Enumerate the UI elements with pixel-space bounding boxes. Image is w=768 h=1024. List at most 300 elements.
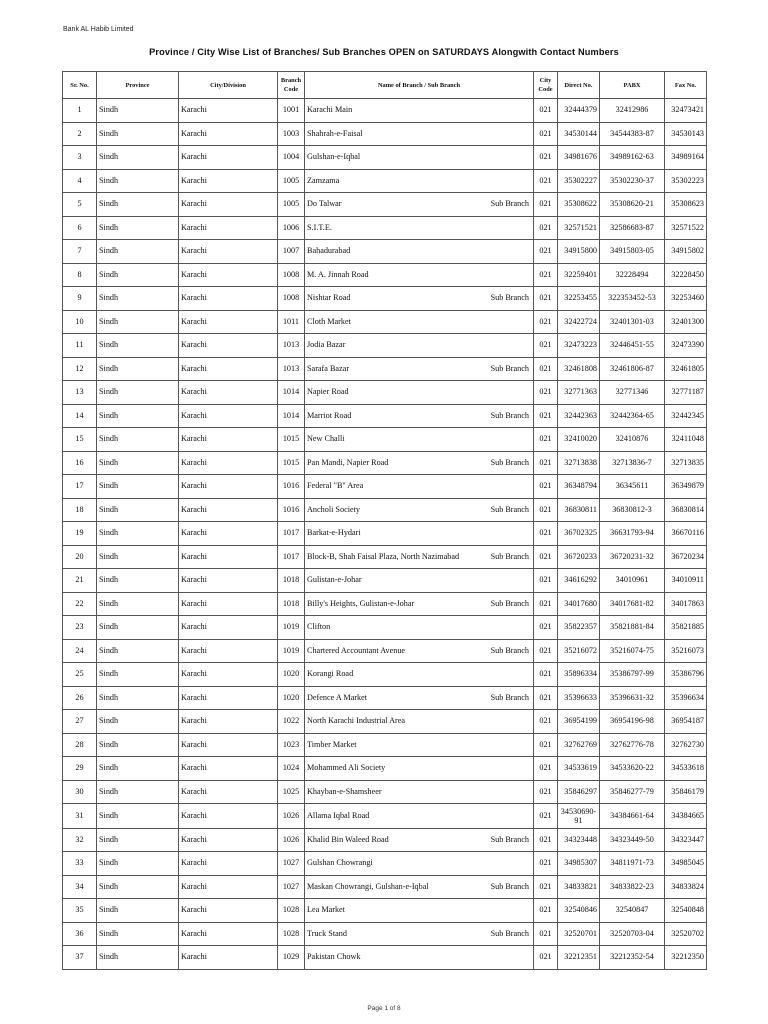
cell-fax-no: 36830814	[665, 498, 707, 522]
cell-fax-no: 32411048	[665, 428, 707, 452]
cell-fax-no: 36720234	[665, 545, 707, 569]
cell-pabx: 34544383-87	[600, 122, 665, 146]
cell-direct-no: 32473223	[558, 334, 600, 358]
cell-pabx: 34384661-64	[600, 804, 665, 829]
cell-fax-no: 32540848	[665, 899, 707, 923]
cell-branch-code: 1020	[278, 663, 305, 687]
cell-sr: 33	[63, 852, 97, 876]
cell-branch-name	[305, 922, 534, 946]
branch-name-text: Lea Market	[307, 905, 345, 915]
cell-branch-name	[305, 334, 534, 358]
cell-pabx: 35302230-37	[600, 169, 665, 193]
cell-city: Karachi	[179, 545, 278, 569]
cell-direct-no: 32259401	[558, 263, 600, 287]
branch-name-text: Mohammed Ali Society	[307, 763, 386, 773]
cell-fax-no: 32461805	[665, 357, 707, 381]
cell-fax-no: 35308623	[665, 193, 707, 217]
cell-province: Sindh	[97, 146, 179, 170]
cell-city-code: 021	[534, 451, 558, 475]
cell-sr: 7	[63, 240, 97, 264]
cell-sr: 6	[63, 216, 97, 240]
cell-city: Karachi	[179, 334, 278, 358]
cell-province: Sindh	[97, 522, 179, 546]
page-number: Page 1 of 8	[367, 1005, 401, 1012]
cell-sr: 8	[63, 263, 97, 287]
cell-city-code: 021	[534, 357, 558, 381]
cell-city-code: 021	[534, 475, 558, 499]
cell-sr: 10	[63, 310, 97, 334]
cell-pabx: 32771346	[600, 381, 665, 405]
cell-province: Sindh	[97, 804, 179, 829]
cell-pabx: 36345611	[600, 475, 665, 499]
cell-fax-no: 32771187	[665, 381, 707, 405]
cell-pabx: 36720231-32	[600, 545, 665, 569]
cell-province: Sindh	[97, 780, 179, 804]
cell-province: Sindh	[97, 899, 179, 923]
cell-branch-name	[305, 592, 534, 616]
cell-sr: 29	[63, 757, 97, 781]
cell-direct-no: 35302227	[558, 169, 600, 193]
cell-pabx: 36631793-94	[600, 522, 665, 546]
column-header-pabx: PABX	[600, 72, 665, 99]
cell-sr: 37	[63, 946, 97, 970]
cell-pabx: 32228494	[600, 263, 665, 287]
cell-fax-no: 34384665	[665, 804, 707, 829]
cell-pabx: 32540847	[600, 899, 665, 923]
cell-city-code: 021	[534, 639, 558, 663]
cell-fax-no: 35821885	[665, 616, 707, 640]
cell-province: Sindh	[97, 193, 179, 217]
sub-branch-label: Sub Branch	[490, 598, 529, 608]
cell-province: Sindh	[97, 263, 179, 287]
cell-city-code: 021	[534, 922, 558, 946]
cell-city: Karachi	[179, 899, 278, 923]
cell-fax-no: 35386796	[665, 663, 707, 687]
branch-name-text: Jodia Bazar	[307, 340, 346, 350]
cell-city: Karachi	[179, 428, 278, 452]
cell-pabx: 35396631-32	[600, 686, 665, 710]
column-header-province: Province	[97, 72, 179, 99]
cell-sr: 28	[63, 733, 97, 757]
cell-direct-no: 35216072	[558, 639, 600, 663]
cell-branch-name	[305, 240, 534, 264]
cell-fax-no: 34017863	[665, 592, 707, 616]
cell-fax-no: 32762730	[665, 733, 707, 757]
branch-name-text: Do Talwar	[307, 199, 342, 209]
cell-city-code: 021	[534, 757, 558, 781]
branch-name-text: Pakistan Chowk	[307, 952, 361, 962]
cell-fax-no: 34915802	[665, 240, 707, 264]
cell-sr: 22	[63, 592, 97, 616]
cell-city-code: 021	[534, 193, 558, 217]
cell-direct-no: 32771363	[558, 381, 600, 405]
table-row	[63, 451, 707, 475]
table-row	[63, 287, 707, 311]
table-row	[63, 852, 707, 876]
cell-city: Karachi	[179, 852, 278, 876]
cell-city: Karachi	[179, 922, 278, 946]
branch-name-text: M. A. Jinnah Road	[307, 269, 369, 279]
cell-direct-no: 32444379	[558, 99, 600, 123]
cell-fax-no: 34985045	[665, 852, 707, 876]
cell-fax-no: 32473421	[665, 99, 707, 123]
cell-pabx: 35386797-99	[600, 663, 665, 687]
cell-fax-no: 32713835	[665, 451, 707, 475]
cell-city-code: 021	[534, 710, 558, 734]
column-header-name: Name of Branch / Sub Branch	[305, 72, 534, 99]
cell-city: Karachi	[179, 169, 278, 193]
cell-city-code: 021	[534, 428, 558, 452]
cell-fax-no: 36954187	[665, 710, 707, 734]
cell-province: Sindh	[97, 99, 179, 123]
cell-branch-name	[305, 545, 534, 569]
cell-city: Karachi	[179, 733, 278, 757]
cell-sr: 34	[63, 875, 97, 899]
cell-direct-no: 34616292	[558, 569, 600, 593]
cell-direct-no: 34530144	[558, 122, 600, 146]
cell-direct-no: 32422724	[558, 310, 600, 334]
cell-branch-name	[305, 946, 534, 970]
cell-pabx: 34915803-05	[600, 240, 665, 264]
cell-branch-name	[305, 169, 534, 193]
branch-name-text: Federal "B" Area	[307, 481, 364, 491]
cell-pabx: 35216074-75	[600, 639, 665, 663]
cell-city-code: 021	[534, 569, 558, 593]
cell-city-code: 021	[534, 899, 558, 923]
cell-sr: 3	[63, 146, 97, 170]
cell-direct-no: 32410020	[558, 428, 600, 452]
table-row	[63, 216, 707, 240]
cell-sr: 27	[63, 710, 97, 734]
cell-branch-code: 1008	[278, 287, 305, 311]
cell-branch-name	[305, 686, 534, 710]
cell-direct-no: 34533619	[558, 757, 600, 781]
cell-pabx: 34811971-73	[600, 852, 665, 876]
cell-direct-no: 32571521	[558, 216, 600, 240]
cell-sr: 15	[63, 428, 97, 452]
cell-city: Karachi	[179, 310, 278, 334]
cell-city-code: 021	[534, 404, 558, 428]
branch-name-text: Maskan Chowrangi, Gulshan-e-Iqbal	[307, 881, 429, 891]
branch-name-text: Chartered Accountant Avenue	[307, 645, 406, 655]
cell-branch-code: 1013	[278, 334, 305, 358]
cell-sr: 36	[63, 922, 97, 946]
cell-city-code: 021	[534, 334, 558, 358]
table-row	[63, 357, 707, 381]
cell-pabx: 322353452-53	[600, 287, 665, 311]
cell-pabx: 32412986	[600, 99, 665, 123]
table-row	[63, 310, 707, 334]
cell-city: Karachi	[179, 946, 278, 970]
column-header-city: City/Division	[179, 72, 278, 99]
cell-branch-name	[305, 899, 534, 923]
table-row	[63, 875, 707, 899]
cell-city-code: 021	[534, 240, 558, 264]
cell-branch-code: 1025	[278, 780, 305, 804]
cell-fax-no: 34833824	[665, 875, 707, 899]
cell-province: Sindh	[97, 828, 179, 852]
cell-province: Sindh	[97, 428, 179, 452]
cell-sr: 23	[63, 616, 97, 640]
cell-city-code: 021	[534, 310, 558, 334]
organization-name: Bank AL Habib Limited	[63, 26, 134, 33]
table-row	[63, 733, 707, 757]
branch-name-text: Napier Road	[307, 387, 349, 397]
cell-direct-no: 35308622	[558, 193, 600, 217]
sub-branch-label: Sub Branch	[490, 692, 529, 702]
cell-branch-name	[305, 451, 534, 475]
cell-direct-no: 34915800	[558, 240, 600, 264]
cell-sr: 11	[63, 334, 97, 358]
cell-province: Sindh	[97, 686, 179, 710]
cell-city: Karachi	[179, 498, 278, 522]
cell-city-code: 021	[534, 616, 558, 640]
table-row	[63, 780, 707, 804]
cell-pabx: 36954196-98	[600, 710, 665, 734]
cell-fax-no: 32228450	[665, 263, 707, 287]
cell-city: Karachi	[179, 381, 278, 405]
cell-province: Sindh	[97, 404, 179, 428]
cell-direct-no: 36348794	[558, 475, 600, 499]
branch-name-text: North Karachi Industrial Area	[307, 716, 405, 726]
branches-table	[62, 71, 707, 970]
cell-city: Karachi	[179, 357, 278, 381]
cell-pabx: 35308620-21	[600, 193, 665, 217]
cell-city: Karachi	[179, 240, 278, 264]
branch-name-text: Timber Market	[307, 739, 357, 749]
cell-fax-no: 34533618	[665, 757, 707, 781]
cell-branch-code: 1027	[278, 875, 305, 899]
cell-city: Karachi	[179, 710, 278, 734]
cell-sr: 12	[63, 357, 97, 381]
cell-branch-code: 1014	[278, 381, 305, 405]
cell-pabx: 32713836-7	[600, 451, 665, 475]
cell-pabx: 34533620-22	[600, 757, 665, 781]
cell-fax-no: 34530143	[665, 122, 707, 146]
cell-pabx: 32442364-65	[600, 404, 665, 428]
cell-branch-code: 1005	[278, 193, 305, 217]
cell-sr: 35	[63, 899, 97, 923]
cell-city: Karachi	[179, 616, 278, 640]
cell-sr: 32	[63, 828, 97, 852]
cell-branch-name	[305, 404, 534, 428]
table-row	[63, 804, 707, 829]
cell-province: Sindh	[97, 122, 179, 146]
cell-direct-no: 35846297	[558, 780, 600, 804]
branch-name-text: Sarafa Bazar	[307, 363, 350, 373]
cell-branch-code: 1026	[278, 804, 305, 829]
cell-branch-code: 1018	[278, 569, 305, 593]
column-header-fax: Fax No.	[665, 72, 707, 99]
cell-city-code: 021	[534, 804, 558, 829]
branch-name-text: Zamzama	[307, 175, 340, 185]
branch-name-text: Billy's Heights, Gulistan-e-Johar	[307, 598, 415, 608]
cell-city: Karachi	[179, 522, 278, 546]
cell-branch-name	[305, 780, 534, 804]
cell-branch-code: 1001	[278, 99, 305, 123]
sub-branch-label: Sub Branch	[490, 457, 529, 467]
cell-branch-code: 1004	[278, 146, 305, 170]
cell-sr: 25	[63, 663, 97, 687]
cell-direct-no: 34981676	[558, 146, 600, 170]
cell-branch-name	[305, 522, 534, 546]
table-header-row	[63, 72, 707, 99]
cell-province: Sindh	[97, 639, 179, 663]
cell-branch-code: 1017	[278, 522, 305, 546]
cell-branch-code: 1027	[278, 852, 305, 876]
cell-branch-code: 1005	[278, 169, 305, 193]
cell-branch-code: 1029	[278, 946, 305, 970]
cell-direct-no: 32253455	[558, 287, 600, 311]
cell-city-code: 021	[534, 828, 558, 852]
cell-direct-no: 32520701	[558, 922, 600, 946]
cell-branch-name	[305, 616, 534, 640]
cell-branch-code: 1016	[278, 498, 305, 522]
branch-name-text: Khalid Bin Waleed Road	[307, 834, 389, 844]
cell-province: Sindh	[97, 287, 179, 311]
cell-province: Sindh	[97, 946, 179, 970]
cell-branch-name	[305, 475, 534, 499]
cell-fax-no: 32401300	[665, 310, 707, 334]
cell-branch-code: 1018	[278, 592, 305, 616]
cell-pabx: 34010961	[600, 569, 665, 593]
cell-sr: 9	[63, 287, 97, 311]
cell-city: Karachi	[179, 592, 278, 616]
cell-city: Karachi	[179, 146, 278, 170]
column-header-sr: Sr. No.	[63, 72, 97, 99]
cell-city: Karachi	[179, 99, 278, 123]
table-row	[63, 498, 707, 522]
cell-sr: 17	[63, 475, 97, 499]
branch-name-text: Block-B, Shah Faisal Plaza, North Nazimabad	[307, 551, 460, 561]
cell-branch-name	[305, 146, 534, 170]
cell-city-code: 021	[534, 663, 558, 687]
cell-city-code: 021	[534, 852, 558, 876]
cell-branch-name	[305, 757, 534, 781]
branch-name-text: Ancholi Society	[307, 504, 360, 514]
cell-city-code: 021	[534, 287, 558, 311]
cell-pabx: 32212352-54	[600, 946, 665, 970]
table-row	[63, 663, 707, 687]
branch-name-text: Gulshan Chowrangi	[307, 858, 373, 868]
cell-branch-name	[305, 875, 534, 899]
column-header-city-code: City Code	[534, 72, 558, 99]
cell-sr: 20	[63, 545, 97, 569]
cell-city: Karachi	[179, 122, 278, 146]
cell-branch-code: 1017	[278, 545, 305, 569]
table-row	[63, 428, 707, 452]
cell-province: Sindh	[97, 545, 179, 569]
cell-branch-code: 1026	[278, 828, 305, 852]
branch-name-text: Khayban-e-Shamsheer	[307, 786, 382, 796]
cell-branch-name	[305, 804, 534, 829]
cell-fax-no: 32571522	[665, 216, 707, 240]
cell-branch-name	[305, 263, 534, 287]
sub-branch-label: Sub Branch	[490, 834, 529, 844]
table-row	[63, 240, 707, 264]
cell-direct-no: 32540846	[558, 899, 600, 923]
cell-branch-code: 1003	[278, 122, 305, 146]
cell-city-code: 021	[534, 522, 558, 546]
cell-direct-no: 32442363	[558, 404, 600, 428]
cell-branch-name	[305, 828, 534, 852]
cell-branch-code: 1019	[278, 639, 305, 663]
cell-pabx: 32446451-55	[600, 334, 665, 358]
cell-pabx: 32410876	[600, 428, 665, 452]
cell-province: Sindh	[97, 733, 179, 757]
sub-branch-label: Sub Branch	[490, 551, 529, 561]
table-row	[63, 686, 707, 710]
branch-name-text: Bahadurabad	[307, 246, 351, 256]
sub-branch-label: Sub Branch	[490, 410, 529, 420]
cell-city-code: 021	[534, 122, 558, 146]
cell-sr: 19	[63, 522, 97, 546]
cell-direct-no: 36954199	[558, 710, 600, 734]
cell-sr: 5	[63, 193, 97, 217]
sub-branch-label: Sub Branch	[490, 928, 529, 938]
cell-branch-name	[305, 216, 534, 240]
cell-sr: 1	[63, 99, 97, 123]
cell-direct-no: 36720233	[558, 545, 600, 569]
cell-sr: 4	[63, 169, 97, 193]
cell-branch-code: 1019	[278, 616, 305, 640]
cell-province: Sindh	[97, 616, 179, 640]
cell-city-code: 021	[534, 146, 558, 170]
cell-fax-no: 36670116	[665, 522, 707, 546]
table-row	[63, 263, 707, 287]
cell-branch-code: 1015	[278, 428, 305, 452]
cell-city-code: 021	[534, 169, 558, 193]
table-row	[63, 946, 707, 970]
cell-pabx: 35846277-79	[600, 780, 665, 804]
cell-city: Karachi	[179, 639, 278, 663]
cell-city-code: 021	[534, 733, 558, 757]
cell-city: Karachi	[179, 287, 278, 311]
sub-branch-label: Sub Branch	[490, 881, 529, 891]
branch-name-text: Truck Stand	[307, 928, 347, 938]
cell-branch-code: 1015	[278, 451, 305, 475]
column-header-direct: Direct No.	[558, 72, 600, 99]
branch-name-text: Clifton	[307, 622, 331, 632]
cell-direct-no: 34530690-91	[558, 804, 600, 829]
table-row	[63, 193, 707, 217]
cell-direct-no: 35396633	[558, 686, 600, 710]
table-row	[63, 592, 707, 616]
cell-sr: 2	[63, 122, 97, 146]
cell-fax-no: 34323447	[665, 828, 707, 852]
cell-direct-no: 32762769	[558, 733, 600, 757]
sub-branch-label: Sub Branch	[490, 504, 529, 514]
table-row	[63, 899, 707, 923]
table-row	[63, 569, 707, 593]
cell-province: Sindh	[97, 875, 179, 899]
cell-city: Karachi	[179, 451, 278, 475]
cell-direct-no: 34985307	[558, 852, 600, 876]
table-row	[63, 122, 707, 146]
table-row	[63, 522, 707, 546]
branch-name-text: Defence A Market	[307, 692, 368, 702]
cell-branch-name	[305, 710, 534, 734]
cell-city: Karachi	[179, 263, 278, 287]
document-title: Province / City Wise List of Branches/ Sub Branches OPEN on SATURDAYS Alongwith Contact Numbers	[149, 47, 619, 57]
cell-pabx: 34989162-63	[600, 146, 665, 170]
cell-province: Sindh	[97, 216, 179, 240]
cell-direct-no: 35822357	[558, 616, 600, 640]
cell-province: Sindh	[97, 334, 179, 358]
cell-pabx: 34017681-82	[600, 592, 665, 616]
table-row	[63, 616, 707, 640]
branch-name-text: Nishtar Road	[307, 293, 351, 303]
